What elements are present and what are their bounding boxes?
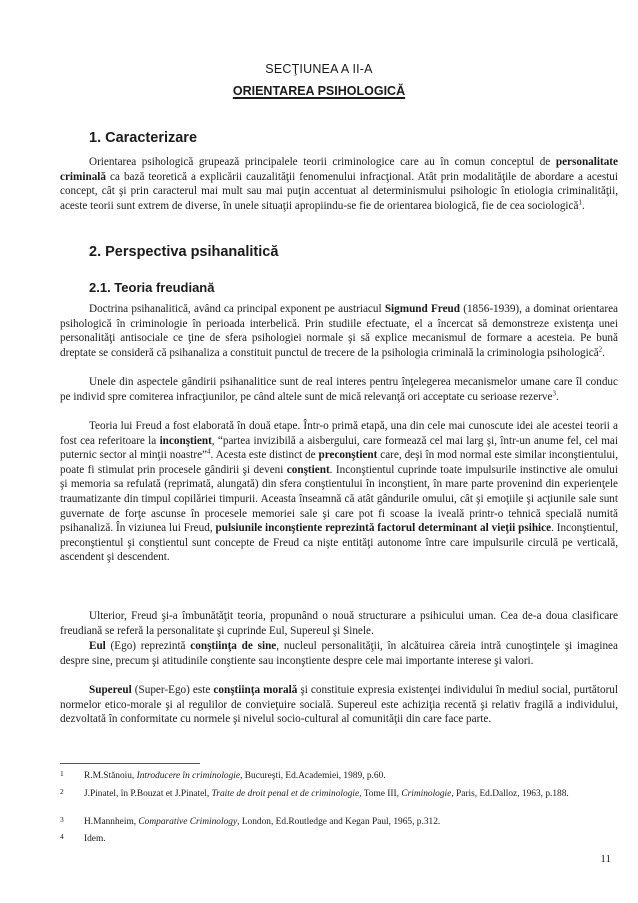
- term-constiinta-morala: conştiinţa morală: [213, 684, 298, 696]
- term-eul: Eul: [89, 640, 106, 652]
- footnote-separator: [60, 763, 200, 764]
- paragraph-intro: Orientarea psihologică grupează principalele teorii criminologice care au în comun conceptul de personalitate criminală ca bază teoretică a explicării cauzalităţii fenomenului infracţional. Atât prin modalităţile de abordare a acestui concept, cât şi prin caracterul mai mult sau mai puţin accentuat al determinismului psihologic în etiologia criminalităţii, aceste teorii sunt extrem de diverse, în unele situaţii apropiindu-se fie de orientarea biologică, fie de cea sociologică$^1$.: [60, 156, 618, 212]
- paragraph-ulterior: Ulterior, Freud şi-a îmbunătăţit teoria, propunând o nouă structurare a psihicului uman. Cea de-a doua clasificare freudiană se referă la personalitate şi cuprinde Eul, Supereul şi Sinele.: [60, 610, 618, 637]
- document-page: SECŢIUNEA A II-A ORIENTAREA PSIHOLOGICĂ 1. Caracterizare Orientarea psihologică grupează principalele teorii criminologice care au în comun conceptul de personalitate criminală ca bază teoretică a explicării cauzalităţii fenomenului infracţional. Atât prin modalităţile de abordare a acestui concept, cât şi prin caracterul mai mult sau mai puţin accentuat al determinismului psihologic în etiologia criminalităţii, aceste teorii sunt extrem de diverse, în unele situaţii apropiindu-se fie de orientarea biologică, fie de cea sociologică$^1$. 2. Perspectiva psihanalitică 2.1. Teoria freudiană Doctrina psihanalitică, având ca principal exponent pe austriacul Sigmund Freud (1856-1939), a dominat orientarea psihologică în criminologie în perioada interbelică. Prin studiile efectuate, el a încercat să demonstreze existenţa unei personalităţi antisociale ce ţine de sfera psihologiei normale şi să explice mecanismul de formare a acesteia. Pe bună dreptate se consideră că psihanaliza a constituit punctul de trecere de la psihologia criminală la criminologia psihologică$^2$. Unele din aspectele gândirii psihanalitice sunt de real interes pentru înţelegerea mecanismelor umane care îl conduc pe individ spre comiterea infracţiunilor, pe când altele sunt de mică relevanţă ori acceptate cu serioase rezerve$^3$. Teoria lui Freud a fost elaborată în două etape. Într-o primă etapă, una din cele mai cunoscute idei ale acestei teorii a fost cea referitoare la inconştient, “partea invizibilă a aisbergului, care formează cel mai larg şi, într-un anume fel, cel mai puternic sector al minţii noastre”$^4$. Acesta este distinct de preconştient care, deşi în mod normal este similar inconştientului, poate fi stimulat prin procesele gândirii şi deveni conştient. Inconştientul cuprinde toate impulsurile instinctive ale omului şi memoria sa refulată (reprimată, alungată) din sfera conştientului în inconştient, în mare parte provenind din experienţele traumatizante din timpul copilăriei timpurii. Aceasta înseamnă că atât gândurile omului, cât şi emoţiile şi acţiunile sale sunt guvernate de forţe ascunse în procesele memoriei sale şi care pot fi scoase la iveală printr-o tehnică specială numită psihanaliză. În viziunea lui Freud, pulsiunile inconştiente reprezintă factorul determinant al vieţii psihice. Inconştientul, preconştientul şi conştientul sunt concepte de Freud ca nişte entităţi autonome între care impulsurile circulă pe verticală, ascendent şi descendent. Ulterior, Freud şi-a îmbunătăţit teoria, propunând o nouă structurare a psihicului uman. Cea de-a doua clasificare freudiană se referă la personalitate şi cuprinde Eul, Supereul şi Sinele. Eul (Ego) reprezintă conştiinţa de sine, nucleul personalităţii, în alcătuirea căreia intră cunoştinţele şi imaginea despre sine, precum şi atitudinile conştiente sau inconştiente despre cele mai importante interese şi valori. Supereul (Super-Ego) este conştiinţa morală şi constituie expresia existenţei individului în mediul social, purtătorul normelor etico-morale şi al regulilor de convieţuire socială. Supereul este achiziţia recentă şi relativ fragilă a individului, dezvoltată în conformitate cu normele şi nivelul socio-cultural al comunităţii din care face parte. 1 R.M.Stănoiu, Introducere în criminologie, Bucureşti, Ed.Academiei, 1989, p.60. 2 J.Pinatel, în P.Bouzat et J.Pinatel, Traite de droit penal et de criminologie, Tome III, Criminologie, Paris, Ed.Dalloz, 1963, p.188. 3 H.Mannheim, Comparative Criminology, London, Ed.Routledge and Kegan Paul, 1965, p.312. 4 Idem. 11: [0, 0, 638, 903]
- paragraph-aspecte: Unele din aspectele gândirii psihanalitice sunt de real interes pentru înţelegerea mecanismelor umane care îl conduc pe individ spre comiterea infracţiunilor, pe când altele sunt de mică relevanţă ori acceptate cu serioase rezerve$^3$.: [60, 376, 618, 403]
- term-personalitate-criminala: personalitate criminală: [60, 156, 618, 183]
- term-pulsiunile-inconstiente: pulsiunile inconştiente reprezintă factorul determinant al vieţii psihice: [215, 522, 552, 535]
- term-supereul: Supereul: [89, 684, 132, 696]
- footnote-number: 1: [60, 769, 64, 778]
- footnote-number: 3: [60, 815, 64, 824]
- section-title: SECŢIUNEA A II-A: [265, 62, 373, 76]
- footnote-number: 4: [60, 832, 64, 841]
- paragraph-supereul: Supereul (Super-Ego) este conştiinţa morală şi constituie expresia existenţei individului în mediul social, purtătorul normelor etico-morale şi al regulilor de convieţuire socială. Supereul este achiziţia recentă şi relativ fragilă a individului, dezvoltată în conformitate cu normele şi nivelul socio-cultural al comunităţii din care face parte.: [60, 684, 618, 726]
- term-inconstient: inconştient: [159, 434, 212, 447]
- paragraph-doctrina: Doctrina psihanalitică, având ca principal exponent pe austriacul Sigmund Freud (1856-1939), a dominat orientarea psihologică în criminologie în perioada interbelică. Prin studiile efectuate, el a încercat să demonstreze existenţa unei personalităţi antisociale ce ţine de sfera psihologiei normale şi să explice mecanismul de formare a acesteia. Pe bună dreptate se consideră că psihanaliza a constituit punctul de trecere de la psihologia criminală la criminologia psihologică$^2$.: [60, 303, 618, 359]
- footnote-ref-4: 4: [207, 447, 211, 456]
- page-number: 11: [600, 853, 611, 865]
- paragraph-eul: Eul (Ego) reprezintă conştiinţa de sine, nucleul personalităţii, în alcătuirea căreia intră cunoştinţele şi imaginea despre sine, precum şi atitudinile conştiente sau inconştiente despre cele mai importante interese şi valori.: [60, 640, 618, 667]
- footnote-ref-2: 2: [598, 345, 603, 354]
- heading-caracterizare: 1. Caracterizare: [89, 130, 198, 146]
- paragraph-teoria-etape: Teoria lui Freud a fost elaborată în două etape. Într-o primă etapă, una din cele mai cunoscute idei ale acestei teorii a fost cea referitoare la inconştient, “partea invizibilă a aisbergului, care formează cel mai larg şi, într-un anume fel, cel mai puternic sector al minţii noastre”$^4$. Acesta este distinct de preconştient care, deşi în mod normal este similar inconştientului, poate fi stimulat prin procesele gândirii şi deveni conştient. Inconştientul cuprinde toate impulsurile instinctive ale omului şi memoria sa refulată (reprimată, alungată) din sfera conştientului în inconştient, în mare parte provenind din experienţele traumatizante din timpul copilăriei timpurii. Aceasta înseamnă că atât gândurile omului, cât şi emoţiile şi acţiunile sale sunt guvernate de forţe ascunse în procesele memoriei sale şi care pot fi scoase la iveală printr-o tehnică specială numită psihanaliză. În viziunea lui Freud, pulsiunile inconştiente reprezintă factorul determinant al vieţii psihice. Inconştientul, preconştientul şi conştientul sunt concepte de Freud ca nişte entităţi autonome între care impulsurile circulă pe verticală, ascendent şi descendent.: [60, 420, 618, 564]
- term-constiinta-de-sine: conştiinţa de sine: [190, 640, 277, 652]
- name-sigmund-freud: Sigmund Freud: [384, 303, 460, 315]
- footnote-ref-3: 3: [552, 388, 556, 397]
- footnote-ref-1: 1: [578, 198, 582, 207]
- term-constient: conştient: [286, 463, 330, 476]
- heading-teoria-freudiana: 2.1. Teoria freudiană: [89, 280, 215, 295]
- section-subtitle: ORIENTAREA PSIHOLOGICĂ: [232, 84, 406, 98]
- term-preconstient: preconştient: [318, 449, 378, 462]
- footnote-number: 2: [60, 787, 64, 796]
- heading-perspectiva-psihanalitica: 2. Perspectiva psihanalitică: [89, 244, 279, 260]
